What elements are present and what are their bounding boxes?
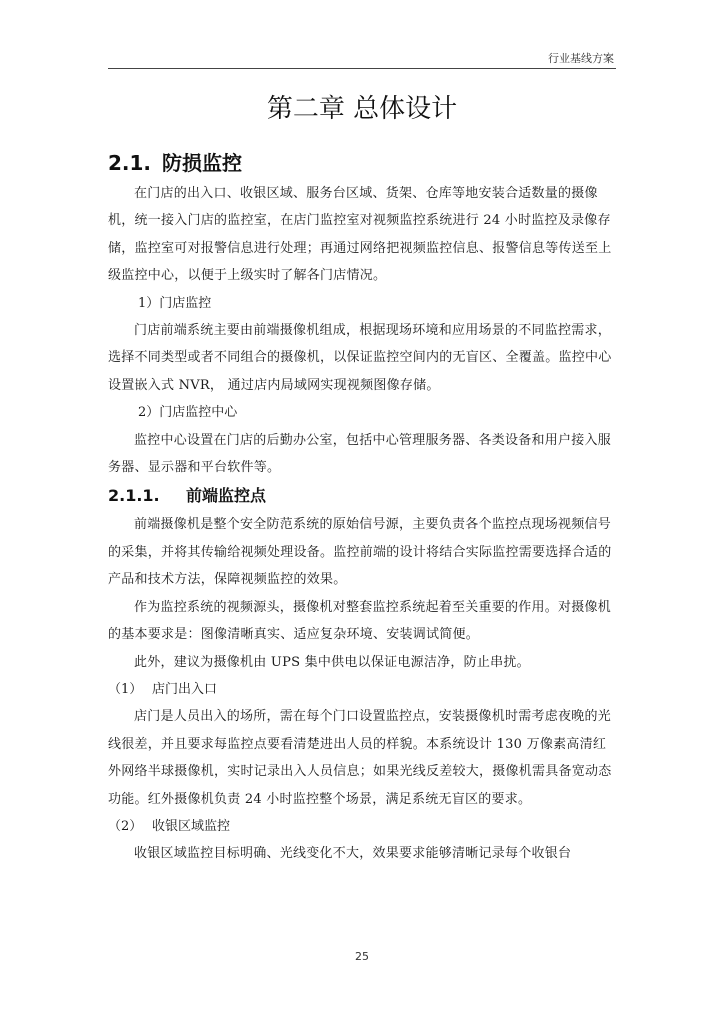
- header-text: 行业基线方案: [548, 52, 614, 65]
- subheading-store-monitoring: 1）门店监控: [138, 295, 212, 311]
- item-number: （2）: [108, 818, 143, 834]
- page-number: 25: [355, 950, 369, 963]
- paragraph: 前端摄像机是整个安全防范系统的原始信号源，主要负责各个监控点现场视频信号的采集，并将其传输给视频处理设备。监控前端的设计将结合实际监控需要选择合适的产品和技术方法，保障视频监控的效果。: [108, 517, 612, 588]
- paragraph: 此外，建议为摄像机由 UPS 集中供电以保证电源洁净，防止串扰。: [134, 654, 530, 670]
- section-number: 2.1.1.: [108, 486, 160, 506]
- item-number: （1）: [108, 681, 143, 697]
- section-title: 前端监控点: [186, 486, 267, 506]
- item-title: 收银区域监控: [152, 818, 231, 834]
- paragraph: 作为监控系统的视频源头，摄像机对整套监控系统起着至关重要的作用。对摄像机的基本要求是：图像清晰真实、适应复杂环境、安装调试简便。: [108, 599, 612, 643]
- section-number: 2.1.: [108, 151, 152, 175]
- list-item-store-entrance: [108, 676, 616, 703]
- section-title: 防损监控: [162, 151, 242, 175]
- document-body: [108, 146, 616, 868]
- item-title: 店门出入口: [152, 681, 218, 697]
- chapter-title: 第二章 总体设计: [266, 94, 458, 124]
- paragraph: 店门是人员出入的场所，需在每个门口设置监控点，安装摄像机时需考虑夜晚的光线很差，并且要求每监控点要看清楚进出人员的样貌。本系统设计 130 万像素高清红外网络半球摄像机，实时记录出入人员信息；如果光线反差较大，摄像机需具备宽动态功能。红外摄像机负责 24 小时监控整个场景，满足系统无盲区的要求。: [108, 709, 612, 807]
- list-item-cashier-area: [108, 813, 616, 840]
- subheading-monitoring-center: 2）门店监控中心: [138, 405, 238, 421]
- paragraph: 门店前端系统主要由前端摄像机组成，根据现场环境和应用场景的不同监控需求，选择不同类型或者不同组合的摄像机，以保证监控空间内的无盲区、全覆盖。监控中心设置嵌入式 NVR， 通过店内局域网实现视频图像存储。: [108, 323, 612, 393]
- paragraph: 在门店的出入口、收银区域、服务台区域、货架、仓库等地安装合适数量的摄像机，统一接入门店的监控室，在店门监控室对视频监控系统进行 24 小时监控及录像存储，监控室可对报警信息进行处理；再通过网络把视频监控信息、报警信息等传送至上级监控中心，以便于上级实时了解各门店情况。: [108, 186, 612, 284]
- paragraph: 监控中心设置在门店的后勤办公室，包括中心管理服务器、各类设备和用户接入服务器、显示器和平台软件等。: [108, 432, 612, 476]
- paragraph: 收银区域监控目标明确、光线变化不大，效果要求能够清晰记录每个收银台: [134, 846, 572, 862]
- page-header: [108, 48, 616, 69]
- section-heading-2-1-1: [108, 481, 616, 511]
- section-heading-2-1: [108, 146, 616, 180]
